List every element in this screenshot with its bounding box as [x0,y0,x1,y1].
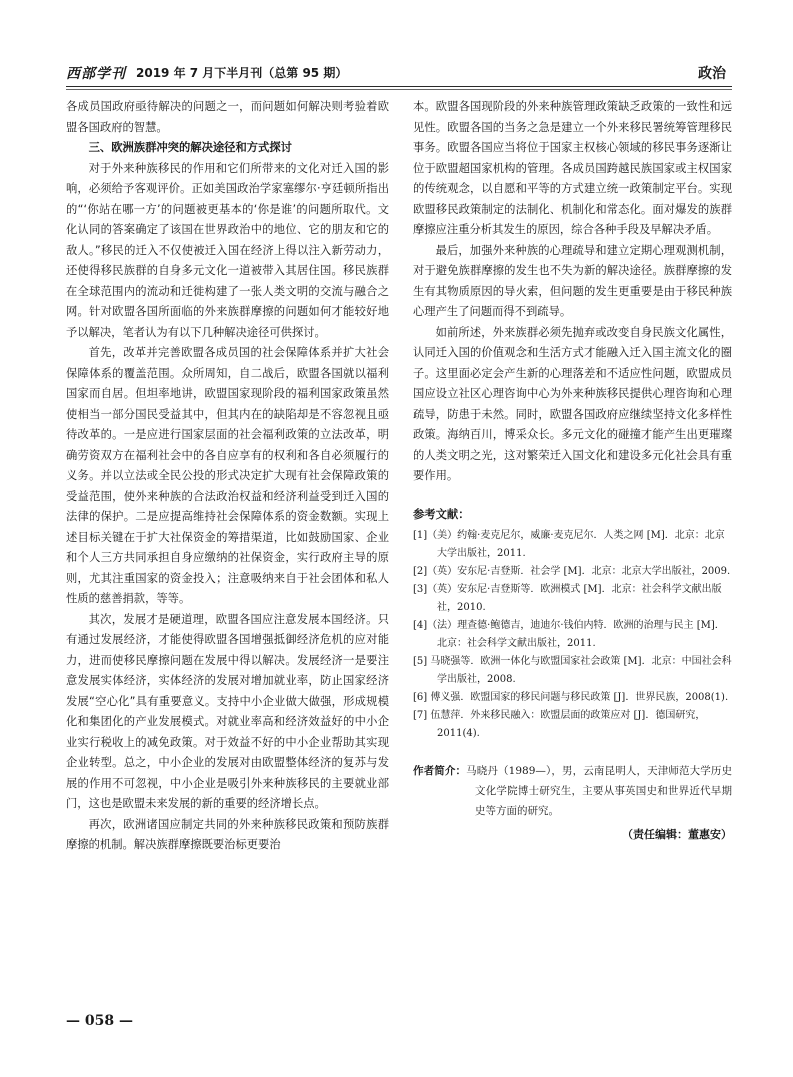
section-heading: 三、欧洲族群冲突的解决途径和方式探讨 [88,141,292,154]
paragraph: 如前所述，外来族群必须先抛弃或改变自身民族文化属性，认同迁入国的价值观念和生活方式才能融入迁入国主流文化的圈子。这里面必定会产生新的心理落差和不适应性问题，欧盟成员国应设立社区心理咨询中心为外来种族移民提供心理咨询和心理疏导，防患于未然。同时，欧盟各国政府应继续坚持文化多样性政策。海纳百川，博采众长。多元文化的碰撞才能产生出更璀璨的人类文明之光，这对繁荣迁入国文化和建设多元化社会具有重要作用。 [413,325,732,482]
reference-item: [3]（英）安东尼·吉登斯等．欧洲模式 [M]．北京：社会科学文献出版社，2010. [413,584,722,613]
references-title: 参考文献： [413,507,470,521]
left-column [66,97,389,997]
paragraph: 本。欧盟各国现阶段的外来种族管理政策缺乏政策的一致性和远见性。欧盟各国的当务之急是建立一个外来移民署统筹管理移民事务。欧盟各国应当将位于国家主权核心领域的移民事务逐渐让位于欧盟超国家机构的管理。各成员国跨越民族国家或主权国家的传统观念，以自愿和平等的方式建立统一政策制定平台。实现欧盟移民政策制定的法制化、机制化和常态化。面对爆发的族群摩擦应注重分析其发生的原因，综合各种手段及早解决矛盾。 [413,100,732,236]
author-label: 作者简介： [413,765,467,777]
reference-item: [7] 伍慧萍．外来移民融入：欧盟层面的政策应对 [J]．德国研究，2011(4). [413,710,706,739]
paragraph: 各成员国政府亟待解决的问题之一，而问题如何解决则考验着欧盟各国政府的智慧。 [66,100,389,134]
reference-item: [5] 马晓强等．欧洲一体化与欧盟国家社会政策 [M]．北京：中国社会科学出版社，2008. [413,656,732,685]
page-number: — 058 — [66,1013,133,1029]
reference-item: [4]（法）理查德·鲍德吉，迪迪尔·钱伯内特．欧洲的治理与民主 [M]．北京：社会科学文献出版社，2011. [413,620,725,649]
reference-item: [1]（美）约翰·麦克尼尔，威廉·麦克尼尔．人类之网 [M]．北京：北京大学出版社，2011. [413,530,725,559]
references-list [413,527,732,743]
paragraph: 再次，欧洲诸国应制定共同的外来种族移民政策和预防族群摩擦的机制。解决族群摩擦既要治标更要治 [66,817,389,851]
paragraph: 最后，加强外来种族的心理疏导和建立定期心理观测机制，对于避免族群摩擦的发生也不失为新的解决途径。族群摩擦的发生有其物质原因的导火索，但问题的发生更重要是由于移民种族心理产生了问题而得不到疏导。 [413,243,732,318]
responsible-editor: （责任编辑：董惠安） [622,828,732,841]
reference-item: [2]（英）安东尼·吉登斯．社会学 [M]．北京：北京大学出版社，2009. [413,566,731,577]
running-header [66,61,726,83]
author-text: 马晓丹（1989—），男，云南昆明人，天津师范大学历史文化学院博士研究生，主要从事英国史和世界近代早期史等方面的研究。 [466,765,732,817]
right-column [413,97,732,997]
issue-info: 2019 年 7 月下半月刊（总第 95 期） [136,66,348,80]
paragraph: 对于外来种族移民的作用和它们所带来的文化对迁入国的影响，必须给予客观评价。正如美国政治学家塞缪尔·亨廷顿所指出的“‘你站在哪一方’的问题被更基本的‘你是谁’的问题所取代。文化认同的答案确定了该国在世界政治中的地位、它的朋友和它的敌人。”移民的迁入不仅使被迁入国在经济上得以注入新劳动力，还使得移民族群的自身多元文化一道被带入其居住国。移民族群在全球范围内的流动和迁徙构建了一张人类文明的交流与融合之网。针对欧盟各国所面临的外来族群摩擦的问题如何才能较好地予以解决，笔者认为有以下几种解决途径可供探讨。 [66,161,389,339]
header-rule [66,86,732,87]
author-bio [413,761,732,821]
section-name: 政治 [698,66,726,82]
reference-item: [6] 傅义强．欧盟国家的移民问题与移民政策 [J]．世界民族，2008(1). [413,692,729,703]
journal-name: 西部学刊 [66,66,126,82]
paragraph: 首先，改革并完善欧盟各成员国的社会保障体系并扩大社会保障体系的覆盖范围。众所周知，自二战后，欧盟各国就以福利国家而自居。但坦率地讲，欧盟国家现阶段的福利国家政策虽然使相当一部分国民受益其中，但其内在的缺陷却是不容忽视且亟待改革的。一是应进行国家层面的社会福利政策的立法改革，明确劳资双方在福利社会中的各自应享有的权利和各自必须履行的义务。并以立法或全民公投的形式决定扩大现有社会保障政策的受益范围，使外来种族的合法政治权益和经济利益受到迁入国的法律的保护。二是应提高维持社会保障体系的资金数额。实现上述目标关键在于扩大社保资金的筹措渠道，比如鼓励国家、企业和个人三方共同承担自身应缴纳的社保资金，实行政府主导的原则，尤其注重国家的资金投入；注意吸纳来自于社会团体和私人性质的慈善捐款，等等。 [66,346,389,605]
header-rule-thin [66,89,732,90]
paragraph: 其次，发展才是硬道理，欧盟各国应注意发展本国经济。只有通过发展经济，才能使得欧盟各国增强抵御经济危机的应对能力，进而使移民摩擦问题在发展中得以解决。发展经济一是要注意发展实体经济，实体经济的发展对增加就业率，防止国家经济发展“空心化”具有重要意义。支持中小企业做大做强，形成规模化和集团化的产业发展模式。对就业率高和经济效益好的中小企业实行税收上的减免政策。对于效益不好的中小企业帮助其实现企业转型。总之，中小企业的发展对由欧盟整体经济的复苏与发展的作用不可忽视，中小企业是吸引外来种族移民的主要就业部门，这也是欧盟未来发展的新的重要的经济增长点。 [66,612,389,810]
